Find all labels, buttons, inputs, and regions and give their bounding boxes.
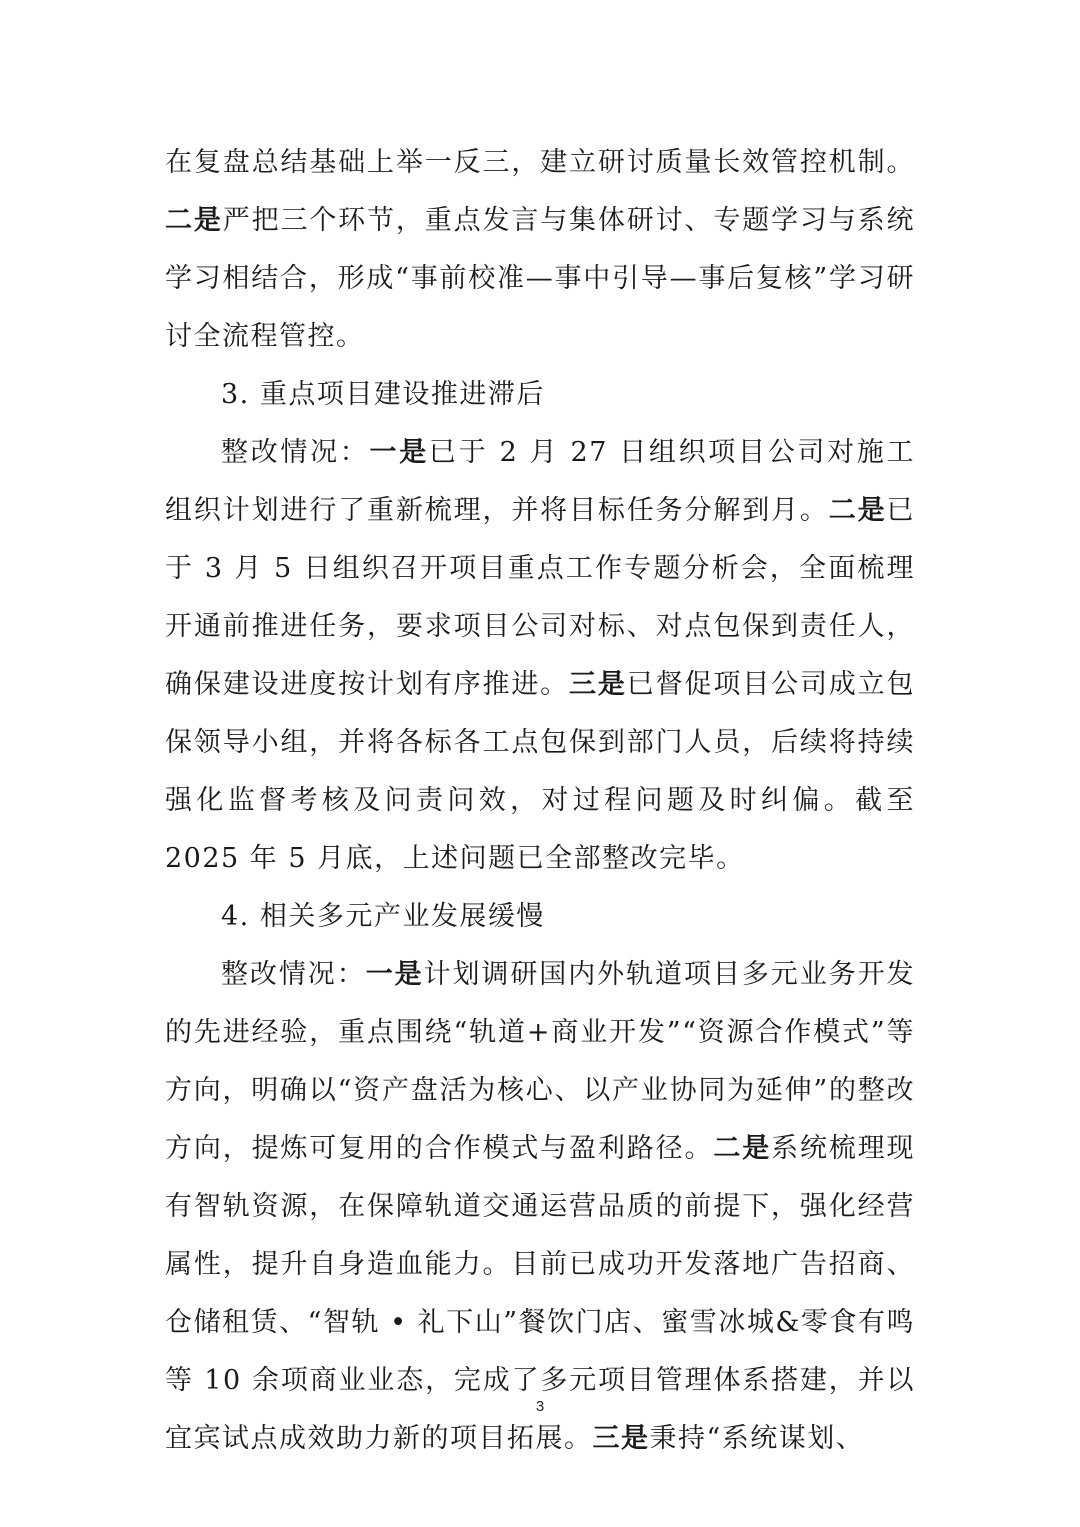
text-run: 在复盘总结基础上举一反三，建立研讨质量长效管控机制。 (165, 147, 915, 178)
text-run: 严把三个环节，重点发言与集体研讨、专题学习与系统学习相结合，形成“事前校准—事中引导—事后复核”学习研讨全流程管控。 (165, 205, 916, 352)
text-run: 4. 相关多元产业发展缓慢 (221, 901, 545, 932)
text-run: 已于 2 月 27 日组织项目公司对施工组织计划进行了重新梳理，并将目标任务分解到月。 (165, 437, 916, 526)
issue-heading-3 (165, 366, 915, 424)
bold-ordinal: 一是 (365, 959, 424, 990)
bold-ordinal: 一是 (369, 437, 429, 468)
rectification-paragraph-3 (165, 424, 915, 888)
text-run: 3. 重点项目建设推进滞后 (221, 379, 545, 410)
bold-ordinal: 三是 (592, 1423, 650, 1454)
issue-heading-4 (165, 888, 915, 946)
bold-ordinal: 三是 (569, 669, 627, 700)
text-run: 秉持“系统谋划、 (649, 1423, 865, 1454)
paragraph-continued (165, 134, 915, 366)
text-run: 计划调研国内外轨道项目多元业务开发的先进经验，重点围绕“轨道+商业开发”“资源合作模式”等方向，明确以“资产盘活为核心、以产业协同为延伸”的整改方向，提炼可复用的合作模式与盈利路径。 (165, 959, 916, 1164)
bold-ordinal: 二是 (165, 205, 223, 236)
bold-ordinal: 二是 (713, 1133, 772, 1164)
text-run: 系统梳理现有智轨资源，在保障轨道交通运营品质的前提下，强化经营属性，提升自身造血能力。目前已成功开发落地广告招商、仓储租赁、“智轨 • 礼下山”餐饮门店、蜜雪冰城&零食有鸣等 10 余项商业业态，完成了多元项目管理体系搭建，并以宜宾试点成效助力新的项目拓展。 (165, 1133, 916, 1454)
page-number: 3 (535, 1398, 545, 1415)
rectification-paragraph-4 (165, 946, 915, 1468)
bold-ordinal: 二是 (828, 495, 887, 526)
text-run: 已督促项目公司成立包保领导小组，并将各标各工点包保到部门人员，后续将持续强化监督考核及问责问效，对过程问题及时纠偏。截至 2025 年 5 月底，上述问题已全部整改完毕。 (165, 669, 916, 874)
body-text (165, 134, 915, 1468)
text-run: 整改情况： (221, 437, 370, 468)
text-run: 整改情况： (221, 959, 366, 990)
text-run: 已于 3 月 5 日组织召开项目重点工作专题分析会，全面梳理开通前推进任务，要求项目公司对标、对点包保到责任人，确保建设进度按计划有序推进。 (165, 495, 916, 700)
